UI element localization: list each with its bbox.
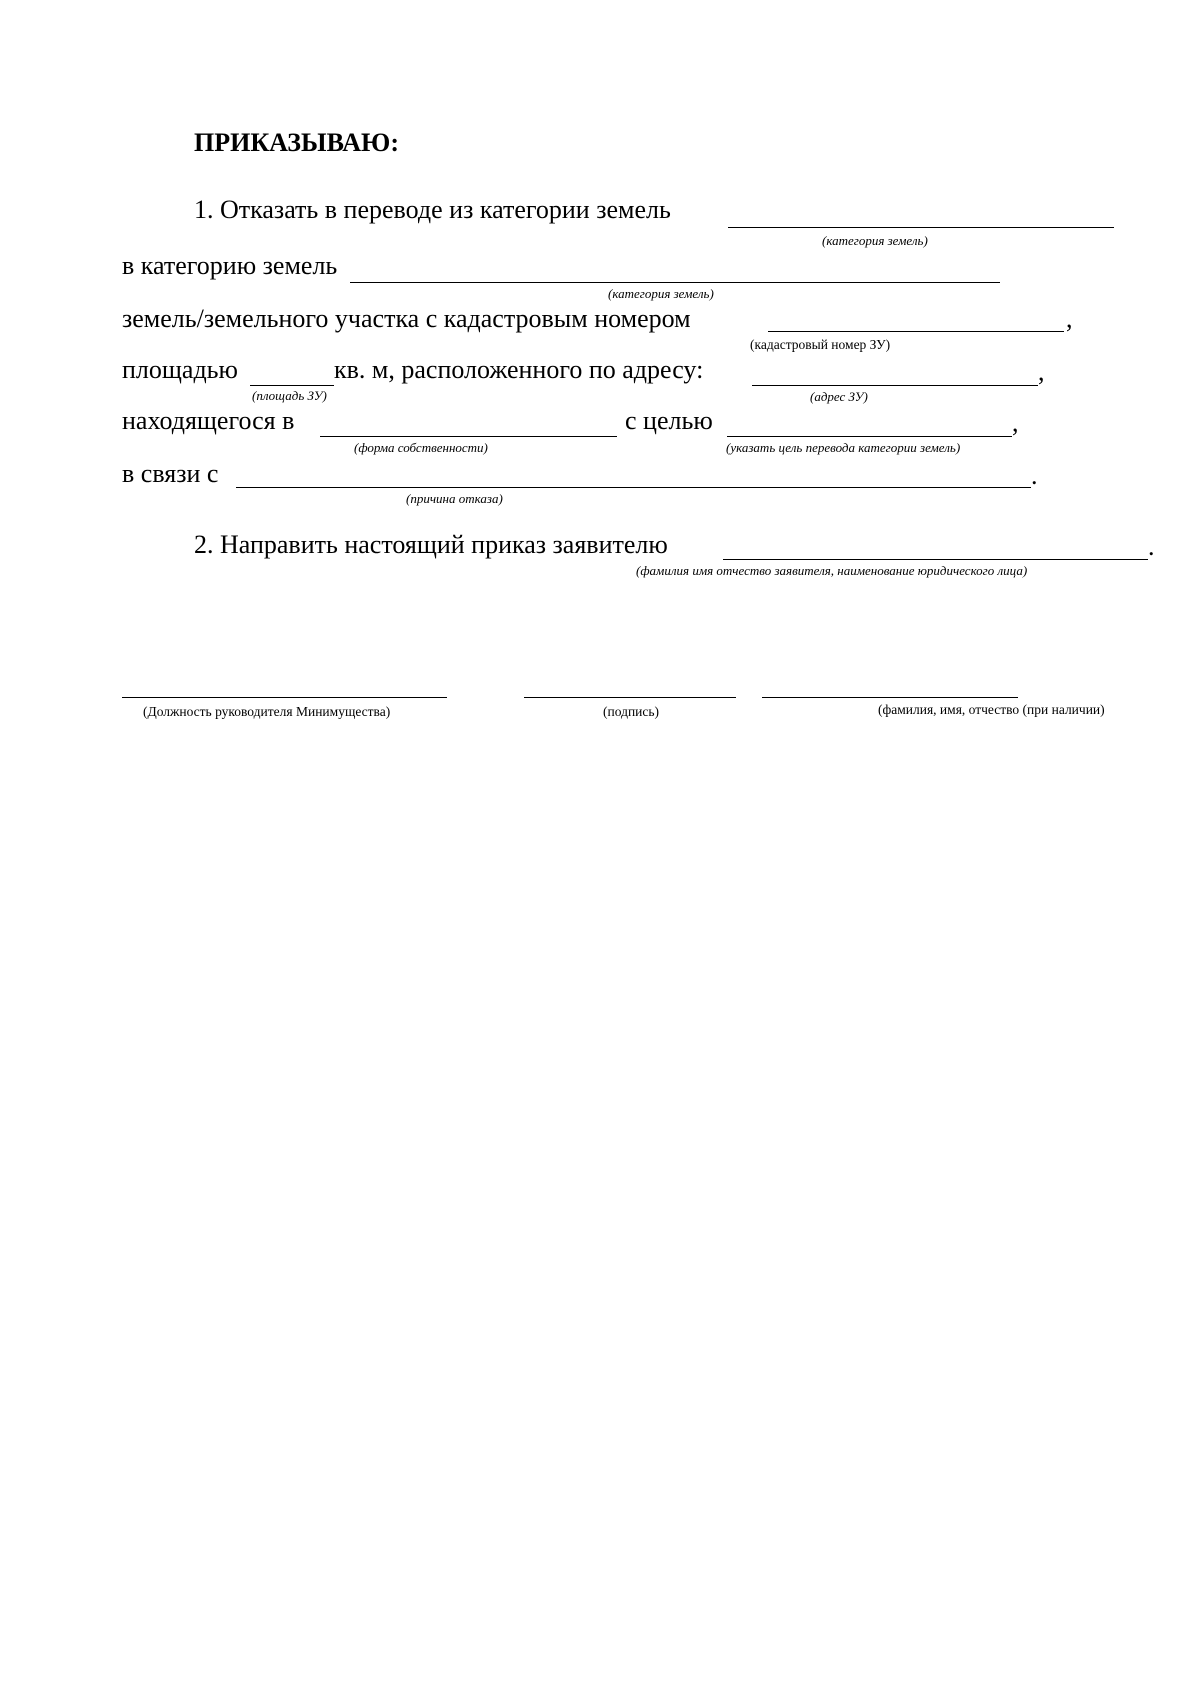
item1-line2: в категорию земель xyxy=(122,251,338,280)
line6-period: . xyxy=(1031,461,1038,490)
purpose-blank[interactable] xyxy=(727,436,1012,437)
land-category-to-caption: (категория земель) xyxy=(608,286,714,301)
item1-line4-area-label: площадью xyxy=(122,355,238,384)
name-signature-line[interactable] xyxy=(762,697,1018,698)
item1-line6: в связи с xyxy=(122,459,219,488)
item1-line5-located-label: находящегося в xyxy=(122,406,295,435)
address-blank[interactable] xyxy=(752,385,1038,386)
ownership-form-caption: (форма собственности) xyxy=(354,440,488,455)
land-category-from-caption: (категория земель) xyxy=(822,233,928,248)
address-caption: (адрес ЗУ) xyxy=(810,389,868,404)
refusal-reason-blank[interactable] xyxy=(236,487,1031,488)
signature-line[interactable] xyxy=(524,697,736,698)
item2-period: . xyxy=(1148,532,1155,561)
area-blank[interactable] xyxy=(250,385,334,386)
applicant-caption: (фамилия имя отчество заявителя, наименование юридического лица) xyxy=(636,563,1028,578)
applicant-blank[interactable] xyxy=(723,559,1148,560)
item1-line3: земель/земельного участка с кадастровым номером xyxy=(122,304,691,333)
land-category-from-blank[interactable] xyxy=(728,227,1114,228)
position-caption: (Должность руководителя Минимущества) xyxy=(143,704,391,719)
line5-comma: , xyxy=(1012,408,1019,437)
land-category-to-blank[interactable] xyxy=(350,282,1000,283)
item1-line1: 1. Отказать в переводе из категории земель xyxy=(194,195,671,224)
name-caption: (фамилия, имя, отчество (при наличии) xyxy=(878,702,1105,717)
purpose-caption: (указать цель перевода категории земель) xyxy=(726,440,961,455)
ownership-form-blank[interactable] xyxy=(320,436,617,437)
signature-caption: (подпись) xyxy=(603,704,660,719)
line3-comma: , xyxy=(1066,304,1073,333)
refusal-reason-caption: (причина отказа) xyxy=(406,491,503,506)
cadastral-number-caption: (кадастровый номер ЗУ) xyxy=(750,337,891,352)
cadastral-number-blank[interactable] xyxy=(768,331,1064,332)
order-heading: ПРИКАЗЫВАЮ: xyxy=(194,128,399,157)
position-signature-line[interactable] xyxy=(122,697,447,698)
item1-line4-address-label: кв. м, расположенного по адресу: xyxy=(334,355,704,384)
line4-comma: , xyxy=(1038,357,1045,386)
item1-line5-purpose-label: с целью xyxy=(625,406,713,435)
item2-line: 2. Направить настоящий приказ заявителю xyxy=(194,530,668,559)
area-caption: (площадь ЗУ) xyxy=(252,388,327,403)
